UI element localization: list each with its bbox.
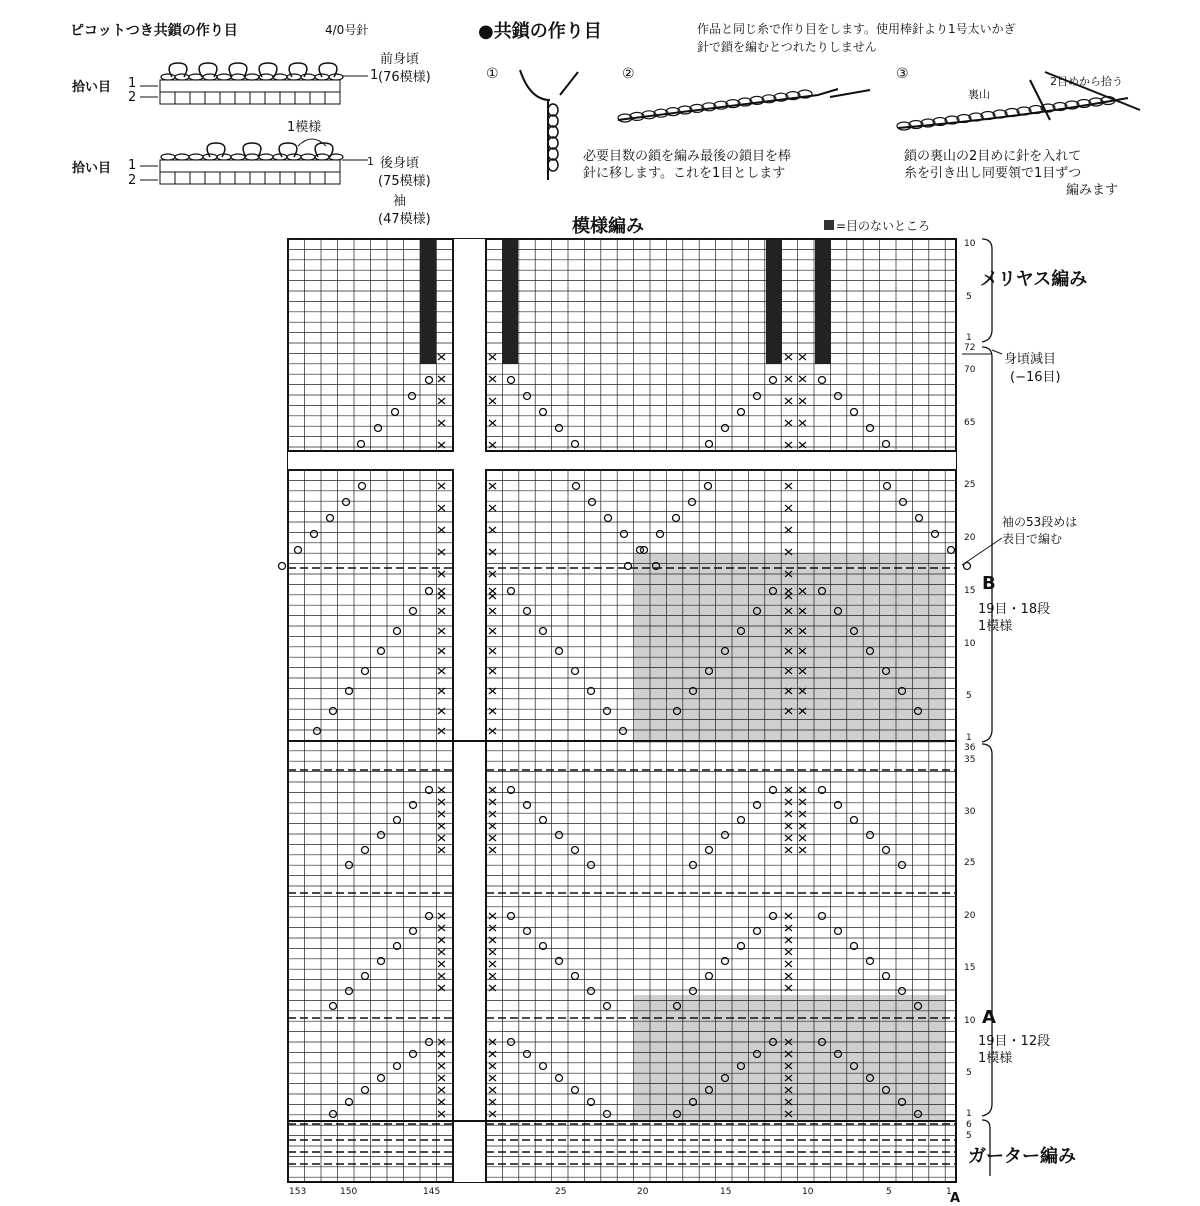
row1-label-b: 1 [128,158,137,173]
step1-hook [560,72,578,95]
pickup-label-1: 拾い目 [72,80,112,95]
back-count: (75模様) [378,174,431,189]
bracket-garter [982,1120,990,1176]
row-num: 20 [964,533,976,543]
section-B-label: B [982,573,996,594]
row2-label-b: 2 [128,173,137,188]
row-num: 65 [964,418,976,428]
row-num: 1 [966,733,972,743]
col-num: 1 [946,1187,952,1197]
shaded-block-A [634,995,946,1121]
col-num: 150 [340,1187,358,1197]
chain-loop [301,154,315,160]
chain-loop [231,154,245,160]
row-num: 72 [964,343,976,353]
step3-number: ③ [896,66,909,82]
row1-label: 1 [128,76,137,91]
section-A-desc-2: 1模様 [978,1051,1013,1066]
row-num: 10 [964,1016,976,1026]
chain-loop [175,154,189,160]
step1-chain-loop [548,115,558,127]
bracket-A [982,744,992,1116]
chain-desc-2: 針で鎖を編むとつれたりしません [697,40,877,54]
row-num: 70 [964,365,976,375]
row-num: 25 [964,480,976,490]
chain-loop [287,74,301,80]
yarn-over-symbol [279,563,286,570]
back-mark: 1 [367,155,374,168]
step2-text-2: 針に移します。これを1目とします [583,166,786,181]
step1-number: ① [486,66,499,82]
sleeve-label: 袖 [393,194,407,209]
section-A-desc-1: 19目・12段 [978,1034,1051,1049]
step2-needle [830,90,870,97]
col-num: 145 [423,1187,441,1197]
sleeve-note-2: 表目で編む [1002,532,1063,546]
bracket-B [982,347,992,742]
bracket-stockinette [982,239,992,342]
decrease-label-1: 身頃減目 [1004,352,1057,367]
row-num: 5 [966,1131,972,1141]
row-num: 5 [966,292,972,302]
step2-number: ② [622,66,635,82]
row-num: 1 [966,1109,972,1119]
section-A-label: A [982,1007,996,1028]
from-2nd-label: 2目めから拾う [1050,75,1123,88]
step3-text-2: 糸を引き出し同要領で1目ずつ [904,166,1082,181]
section-B-desc-2: 1模様 [978,619,1013,634]
sleeve-note-1: 袖の53段めは [1002,515,1078,529]
row2-label: 2 [128,90,137,105]
chain-loop [161,154,175,160]
row-num: 15 [964,963,976,973]
step3-chain [898,98,1128,128]
front-label: 前身頃 [380,52,420,67]
row-num: 6 [966,1120,972,1130]
no-stitch-column [502,240,518,364]
chain-loop [259,154,273,160]
bottom-marker: A [950,1191,961,1206]
chain-loop [217,154,231,160]
col-num: 153 [289,1187,307,1197]
chart-row-gap [288,452,956,469]
chain-loop [301,74,315,80]
row-num: 10 [964,239,976,249]
row-num: 20 [964,911,976,921]
needle-size: 4/0号針 [325,23,369,37]
row-num: 25 [964,858,976,868]
row-num: 5 [966,691,972,701]
chain-loop [245,154,259,160]
legend-text: =目のないところ [836,219,931,233]
front-mark: 1 [370,68,379,83]
chart-column-gap [454,239,485,1182]
one-repeat-label: 1模様 [287,120,322,135]
chain-loop [273,154,287,160]
pointer-line [992,350,1002,354]
sleeve-count: (47模様) [378,212,431,227]
col-num: 5 [886,1187,892,1197]
step1-chain-loop [548,148,558,160]
back-label: 後身頃 [380,156,420,171]
step1-yarn [520,70,550,180]
row-num: 10 [964,639,976,649]
picot-title: ピコットつき共鎖の作り目 [70,23,238,39]
front-count: (76模様) [378,70,431,85]
no-stitch-column [766,240,782,364]
step1-chain-loop [548,126,558,138]
step3-text-3: 編みます [1066,183,1119,198]
decrease-label-2: (−16目) [1010,370,1061,385]
chain-loop [231,74,245,80]
row-num: 35 [964,755,976,765]
chain-loop [245,74,259,80]
section-B-desc-1: 19目・18段 [978,602,1051,617]
pointer-line [962,538,1002,565]
col-num: 20 [637,1187,649,1197]
col-num: 25 [555,1187,567,1197]
no-stitch-column [815,240,831,364]
row-num: 36 [964,743,976,753]
col-num: 10 [802,1187,814,1197]
row-num: 1 [966,333,972,343]
chain-title: ●共鎖の作り目 [478,21,602,42]
pickup-label-2: 拾い目 [72,161,112,176]
step3-text-1: 鎖の裏山の2目めに針を入れて [904,149,1082,164]
row-num: 5 [966,1068,972,1078]
chain-loop [189,154,203,160]
stockinette-label: メリヤス編み [980,269,1088,290]
col-num: 15 [720,1187,732,1197]
chain-loop [175,74,189,80]
shaded-block-B [634,553,946,743]
garter-label: ガーター編み [968,1146,1076,1167]
chain-loop [161,74,175,80]
step2-text-1: 必要目数の鎖を編み最後の鎖目を棒 [583,149,792,164]
step1-chain-loop [548,159,558,171]
chain-desc-1: 作品と同じ糸で作り目をします。使用棒針より1号太いかぎ [697,22,1016,36]
chain-loop [217,74,231,80]
row-num: 15 [964,586,976,596]
urayama-label: 裏山 [968,88,990,101]
step1-chain-loop [548,104,558,116]
row-num: 30 [964,807,976,817]
chain-loop [329,74,343,80]
step1-chain-loop [548,137,558,149]
chart-title: 模様編み [572,216,644,237]
no-stitch-column [420,240,436,364]
repeat-bracket [298,139,326,146]
